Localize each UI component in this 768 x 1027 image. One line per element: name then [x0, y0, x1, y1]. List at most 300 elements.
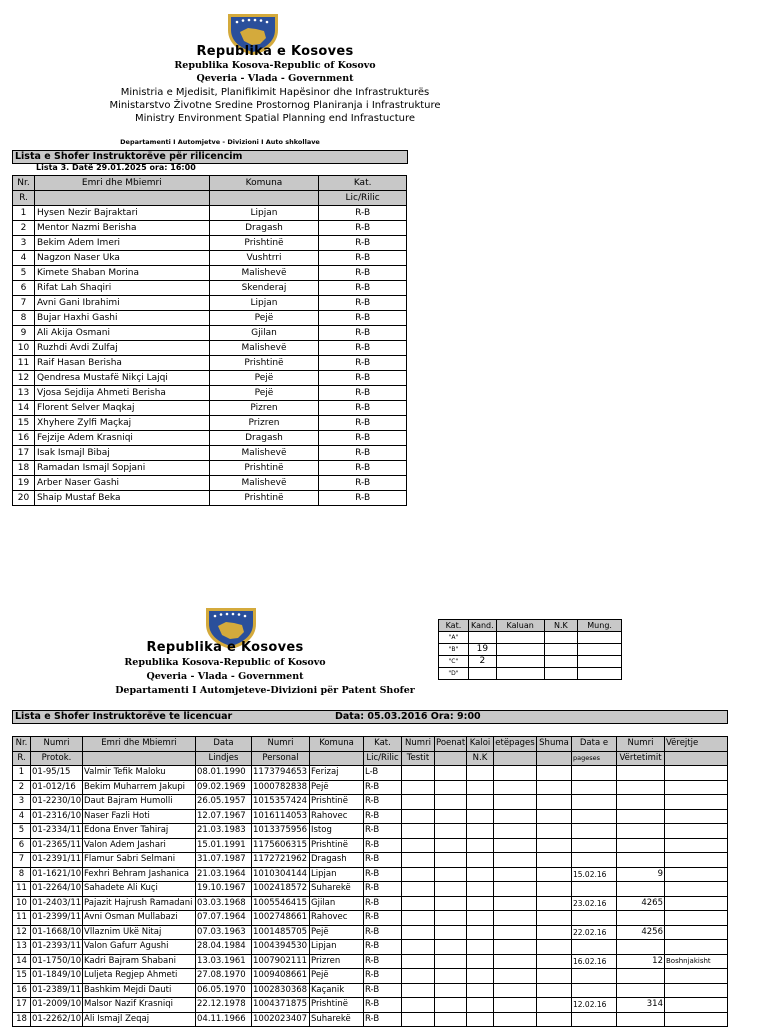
row-number: 8: [13, 867, 31, 882]
personal-number: 1002830368: [252, 983, 310, 998]
remark: [665, 896, 728, 911]
category: "B": [439, 644, 469, 656]
amount: [537, 867, 572, 882]
summary-cell: [496, 632, 544, 644]
full-name: Avni Gani Ibrahimi: [34, 296, 209, 311]
certificate-number: [617, 838, 665, 853]
amount: [537, 809, 572, 824]
table-row: [13, 853, 728, 868]
municipality: Malishevë: [209, 341, 319, 356]
passed: [467, 838, 494, 853]
municipality: Prizren: [209, 416, 319, 431]
full-name: Edona Enver Tahiraj: [83, 824, 196, 839]
municipality: Prishtinë: [209, 236, 319, 251]
municipality: Prishtinë: [209, 491, 319, 506]
certificate-number: [617, 1012, 665, 1027]
passed: [467, 882, 494, 897]
republic-title-2: Republika e Kosoves: [146, 640, 304, 655]
amount: [537, 780, 572, 795]
table-row: [13, 969, 728, 984]
points: [435, 954, 467, 969]
certificate-number: [617, 969, 665, 984]
category: R-B: [319, 206, 407, 221]
points: [435, 867, 467, 882]
summary-cell: [468, 668, 496, 680]
col-header: Emri dhe Mbiemri: [34, 176, 209, 191]
points: [435, 780, 467, 795]
payment-date: 22.02.16: [572, 925, 617, 940]
full-name: Qendresa Mustafë Nikçi Lajqi: [34, 371, 209, 386]
personal-number: 1002418572: [252, 882, 310, 897]
row-number: 14: [13, 954, 31, 969]
summary-cell: [544, 644, 578, 656]
municipality: Rahovec: [310, 911, 364, 926]
remark: [665, 838, 728, 853]
table-row: [13, 371, 407, 386]
col-header: [209, 191, 319, 206]
summary-cell: [578, 632, 622, 644]
personal-number: 1173794653: [252, 766, 310, 781]
protocol-number: 01-1849/10: [31, 969, 83, 984]
protocol-number: 01-2334/11: [31, 824, 83, 839]
payment-date: [572, 766, 617, 781]
table-row: [13, 940, 728, 955]
amount: [537, 940, 572, 955]
full-name: Vjosa Sejdija Ahmeti Berisha: [34, 386, 209, 401]
test-number: [402, 983, 435, 998]
test-number: [402, 853, 435, 868]
row-number: 6: [13, 281, 35, 296]
municipality: Lipjan: [209, 296, 319, 311]
category: R-B: [319, 341, 407, 356]
row-number: 2: [13, 221, 35, 236]
municipality: Malishevë: [209, 446, 319, 461]
category: R-B: [364, 969, 402, 984]
category: R-B: [364, 824, 402, 839]
payment-date: [572, 911, 617, 926]
category: "C": [439, 656, 469, 668]
col-header: Komuna: [209, 176, 319, 191]
col-header: [435, 751, 467, 766]
municipality: Prishtinë: [209, 356, 319, 371]
row-number: 13: [13, 940, 31, 955]
test-number: [402, 896, 435, 911]
personal-number: 1001485705: [252, 925, 310, 940]
full-name: Kadri Bajram Shabani: [83, 954, 196, 969]
row-number: 18: [13, 461, 35, 476]
payment-date: 23.02.16: [572, 896, 617, 911]
amount: [537, 969, 572, 984]
payment-date: 16.02.16: [572, 954, 617, 969]
category: R-B: [319, 371, 407, 386]
municipality: Skenderaj: [209, 281, 319, 296]
test-number: [402, 882, 435, 897]
list1-subtitle: Lista 3. Datë 29.01.2025 ora: 16:00: [36, 163, 196, 172]
municipality: Gjilan: [209, 326, 319, 341]
protocol-number: 01-2391/11: [31, 853, 83, 868]
col-header: Numri: [252, 737, 310, 752]
protocol-number: 01-012/16: [31, 780, 83, 795]
col-header: Lic/Rilic: [364, 751, 402, 766]
passed: [467, 940, 494, 955]
table-row: [13, 446, 407, 461]
table-row: [13, 983, 728, 998]
birth-date: 28.04.1984: [196, 940, 252, 955]
col-header: Lic/Rilic: [319, 191, 407, 206]
points: [435, 911, 467, 926]
protocol-number: 01-2389/11: [31, 983, 83, 998]
table-row: [13, 356, 407, 371]
summary-header-row: [439, 620, 622, 632]
category: R-B: [364, 795, 402, 810]
protocol-number: 01-2365/11: [31, 838, 83, 853]
passed: [467, 969, 494, 984]
personal-number: 1016114053: [252, 809, 310, 824]
municipality: Vushtrri: [209, 251, 319, 266]
table-row: [13, 780, 728, 795]
remark: [665, 882, 728, 897]
payment: [494, 838, 537, 853]
payment: [494, 853, 537, 868]
category: R-B: [319, 251, 407, 266]
full-name: Rifat Lah Shaqiri: [34, 281, 209, 296]
government-line-2: Qeveria - Vlada - Government: [146, 671, 304, 682]
row-number: 7: [13, 853, 31, 868]
passed: [467, 998, 494, 1013]
row-number: 17: [13, 998, 31, 1013]
republic-subtitle-2: Republika Kosova-Republic of Kosovo: [124, 657, 326, 668]
personal-number: 1002748661: [252, 911, 310, 926]
summary-cell: [496, 668, 544, 680]
table-row: [13, 824, 728, 839]
full-name: Xhyhere Zylfi Maçkaj: [34, 416, 209, 431]
category: R-B: [364, 838, 402, 853]
municipality: Lipjan: [310, 940, 364, 955]
full-name: Bashkim Mejdi Dauti: [83, 983, 196, 998]
col-header: Numri: [31, 737, 83, 752]
payment-date: [572, 983, 617, 998]
full-name: Ali Akija Osmani: [34, 326, 209, 341]
col-header: Numri: [402, 737, 435, 752]
department-line: Departamenti I Automjetve - Divizioni I Auto shkollave: [120, 138, 320, 146]
table-row: [13, 925, 728, 940]
amount: [537, 853, 572, 868]
birth-date: 15.01.1991: [196, 838, 252, 853]
personal-number: 1004371875: [252, 998, 310, 1013]
row-number: 20: [13, 491, 35, 506]
municipality: Pejë: [310, 969, 364, 984]
col-header: [34, 191, 209, 206]
col-header: Kat.: [319, 176, 407, 191]
amount: [537, 795, 572, 810]
payment-date: [572, 838, 617, 853]
payment: [494, 766, 537, 781]
category: R-B: [364, 940, 402, 955]
col-header: Mung.: [578, 620, 622, 632]
table-row: [13, 251, 407, 266]
list2-title-bar: [12, 710, 728, 724]
list1-header-row: [13, 176, 407, 191]
row-number: 12: [13, 371, 35, 386]
municipality: Pejë: [209, 386, 319, 401]
remark: [665, 795, 728, 810]
category: R-B: [364, 925, 402, 940]
col-header: Data e: [572, 737, 617, 752]
category: R-B: [364, 882, 402, 897]
summary-cell: [544, 632, 578, 644]
col-header: N.K: [544, 620, 578, 632]
protocol-number: 01-1621/10: [31, 867, 83, 882]
amount: [537, 1012, 572, 1027]
col-header: Kand.: [468, 620, 496, 632]
payment-date: [572, 809, 617, 824]
points: [435, 896, 467, 911]
protocol-number: 01-2264/10: [31, 882, 83, 897]
amount: [537, 911, 572, 926]
col-header: Protok.: [31, 751, 83, 766]
category: R-B: [319, 221, 407, 236]
row-number: 15: [13, 969, 31, 984]
row-number: 9: [13, 326, 35, 341]
protocol-number: 01-2403/11: [31, 896, 83, 911]
test-number: [402, 969, 435, 984]
row-number: 8: [13, 311, 35, 326]
test-number: [402, 867, 435, 882]
table-row: [13, 311, 407, 326]
category: R-B: [364, 911, 402, 926]
personal-number: 1000782838: [252, 780, 310, 795]
col-header: Poenat: [435, 737, 467, 752]
personal-number: 1004394530: [252, 940, 310, 955]
remark: [665, 766, 728, 781]
summary-cell: [578, 668, 622, 680]
amount: [537, 983, 572, 998]
category: R-B: [319, 326, 407, 341]
full-name: Luljeta Regjep Ahmeti: [83, 969, 196, 984]
category: R-B: [319, 476, 407, 491]
table-row: [439, 644, 622, 656]
points: [435, 925, 467, 940]
full-name: Fexhri Behram Jashanica: [83, 867, 196, 882]
passed: [467, 853, 494, 868]
points: [435, 824, 467, 839]
birth-date: 21.03.1983: [196, 824, 252, 839]
summary-table: [438, 619, 622, 680]
remark: [665, 780, 728, 795]
payment: [494, 809, 537, 824]
republic-title: Republika e Kosoves: [196, 44, 354, 59]
certificate-number: 4265: [617, 896, 665, 911]
category: R-B: [364, 998, 402, 1013]
row-number: 11: [13, 356, 35, 371]
birth-date: 12.07.1967: [196, 809, 252, 824]
row-number: 1: [13, 206, 35, 221]
col-header: Shuma: [537, 737, 572, 752]
full-name: Flamur Sabri Selmani: [83, 853, 196, 868]
category: R-B: [364, 896, 402, 911]
full-name: Valon Gafurr Agushi: [83, 940, 196, 955]
test-number: [402, 838, 435, 853]
protocol-number: 01-2262/10: [31, 1012, 83, 1027]
col-header: Testit: [402, 751, 435, 766]
remark: [665, 853, 728, 868]
amount: [537, 766, 572, 781]
payment: [494, 1012, 537, 1027]
remark: [665, 925, 728, 940]
protocol-number: 01-2393/11: [31, 940, 83, 955]
municipality: Suharekë: [310, 1012, 364, 1027]
table-row: [13, 867, 728, 882]
full-name: Hysen Nezir Bajraktari: [34, 206, 209, 221]
test-number: [402, 809, 435, 824]
full-name: Shaip Mustaf Beka: [34, 491, 209, 506]
col-header: Kat.: [364, 737, 402, 752]
remark: [665, 998, 728, 1013]
full-name: Ramadan Ismajl Sopjani: [34, 461, 209, 476]
payment-date: [572, 853, 617, 868]
remark: [665, 824, 728, 839]
passed: [467, 954, 494, 969]
birth-date: 07.07.1964: [196, 911, 252, 926]
amount: [537, 838, 572, 853]
certificate-number: [617, 911, 665, 926]
payment: [494, 824, 537, 839]
birth-date: 09.02.1969: [196, 780, 252, 795]
category: R-B: [319, 446, 407, 461]
protocol-number: 01-2230/10: [31, 795, 83, 810]
municipality: Pizren: [209, 401, 319, 416]
table-row: [13, 416, 407, 431]
row-number: 3: [13, 795, 31, 810]
certificate-number: 9: [617, 867, 665, 882]
points: [435, 766, 467, 781]
row-number: 10: [13, 896, 31, 911]
list1-table: [12, 175, 407, 506]
municipality: Gjilan: [310, 896, 364, 911]
table-row: [13, 326, 407, 341]
col-header: etëpages: [494, 737, 537, 752]
row-number: 7: [13, 296, 35, 311]
col-header: [537, 751, 572, 766]
col-header: Vërtetimit: [617, 751, 665, 766]
summary-cell: [578, 644, 622, 656]
col-header: Personal: [252, 751, 310, 766]
col-header: Kaloi: [467, 737, 494, 752]
protocol-number: 01-95/15: [31, 766, 83, 781]
table-row: [13, 281, 407, 296]
category: R-B: [319, 236, 407, 251]
category: R-B: [319, 296, 407, 311]
passed: [467, 1012, 494, 1027]
row-number: 6: [13, 838, 31, 853]
col-header: Komuna: [310, 737, 364, 752]
col-header: Emri dhe Mbiemri: [83, 737, 196, 752]
table-row: [13, 838, 728, 853]
full-name: Bujar Haxhi Gashi: [34, 311, 209, 326]
remark: [665, 983, 728, 998]
col-header: [310, 751, 364, 766]
certificate-number: [617, 882, 665, 897]
table-row: [13, 401, 407, 416]
passed: [467, 911, 494, 926]
test-number: [402, 911, 435, 926]
full-name: Bekim Muharrem Jakupi: [83, 780, 196, 795]
table-row: [13, 766, 728, 781]
municipality: Prishtinë: [310, 838, 364, 853]
municipality: Pejë: [310, 925, 364, 940]
payment: [494, 911, 537, 926]
remark: [665, 867, 728, 882]
row-number: 13: [13, 386, 35, 401]
category: "D": [439, 668, 469, 680]
payment: [494, 998, 537, 1013]
passed: [467, 983, 494, 998]
certificate-number: 12: [617, 954, 665, 969]
personal-number: 1010304144: [252, 867, 310, 882]
col-header: pageses: [572, 751, 617, 766]
summary-cell: [578, 656, 622, 668]
full-name: Mentor Nazmi Berisha: [34, 221, 209, 236]
points: [435, 809, 467, 824]
table-row: [13, 911, 728, 926]
test-number: [402, 795, 435, 810]
test-number: [402, 780, 435, 795]
col-header: [494, 751, 537, 766]
payment: [494, 940, 537, 955]
row-number: 16: [13, 431, 35, 446]
col-header: Data: [196, 737, 252, 752]
certificate-number: [617, 766, 665, 781]
municipality: Dragash: [209, 431, 319, 446]
row-number: 17: [13, 446, 35, 461]
amount: [537, 896, 572, 911]
test-number: [402, 1012, 435, 1027]
payment-date: 12.02.16: [572, 998, 617, 1013]
table-row: [439, 656, 622, 668]
payment: [494, 882, 537, 897]
municipality: Prizren: [310, 954, 364, 969]
remark: [665, 911, 728, 926]
full-name: Ruzhdi Avdi Zulfaj: [34, 341, 209, 356]
remark: [665, 1012, 728, 1027]
summary-cell: [544, 668, 578, 680]
certificate-number: 4256: [617, 925, 665, 940]
certificate-number: [617, 780, 665, 795]
birth-date: 31.07.1987: [196, 853, 252, 868]
remark: [665, 809, 728, 824]
birth-date: 06.05.1970: [196, 983, 252, 998]
table-row: [13, 266, 407, 281]
table-row: [13, 236, 407, 251]
municipality: Lipjan: [310, 867, 364, 882]
protocol-number: 01-1668/10: [31, 925, 83, 940]
municipality: Malishevë: [209, 266, 319, 281]
col-header: R.: [13, 751, 31, 766]
certificate-number: [617, 983, 665, 998]
municipality: Dragash: [209, 221, 319, 236]
table-row: [13, 809, 728, 824]
payment-date: 15.02.16: [572, 867, 617, 882]
col-header: Vërejtje: [665, 737, 728, 752]
category: R-B: [319, 281, 407, 296]
table-row: [13, 882, 728, 897]
col-header: R.: [13, 191, 35, 206]
table-row: [13, 341, 407, 356]
protocol-number: 01-2009/10: [31, 998, 83, 1013]
birth-date: 04.11.1966: [196, 1012, 252, 1027]
test-number: [402, 766, 435, 781]
passed: [467, 896, 494, 911]
